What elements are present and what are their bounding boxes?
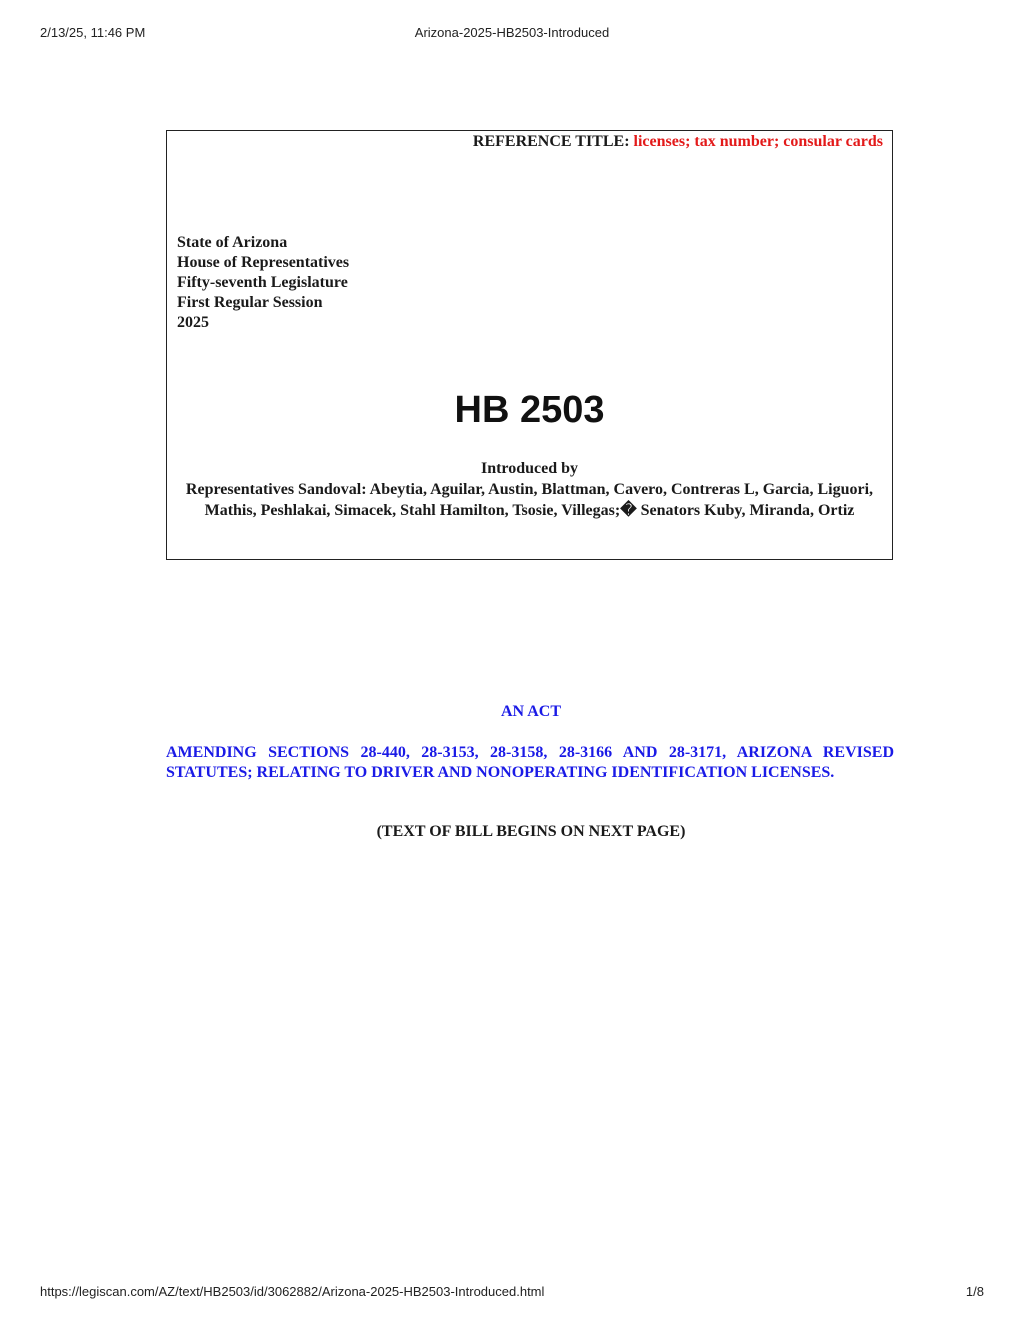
sponsors-list: Representatives Sandoval: Abeytia, Aguilar, Austin, Blattman, Cavero, Contreras L, Garcia, Liguori, Mathis, Peshlakai, Simacek, Stahl Hamilton, Tsosie, Villegas;� Senators Kuby, Miranda, Ortiz <box>185 481 874 519</box>
session-line-year: 2025 <box>177 314 209 331</box>
session-line-state: State of Arizona <box>177 234 288 251</box>
reference-title-value: licenses; tax number; consular cards <box>633 133 883 150</box>
print-header-title: Arizona-2025-HB2503-Introduced <box>414 25 610 40</box>
text-begins-note: (TEXT OF BILL BEGINS ON NEXT PAGE) <box>376 823 686 840</box>
legislative-session-block <box>177 233 349 333</box>
print-header-datetime: 2/13/25, 11:46 PM <box>40 25 146 40</box>
session-line-legislature: Fifty-seventh Legislature <box>177 274 348 291</box>
print-footer-url: https://legiscan.com/AZ/text/HB2503/id/3062882/Arizona-2025-HB2503-Introduced.html <box>40 1284 545 1299</box>
bill-title-box <box>166 130 893 560</box>
act-heading: AN ACT <box>500 703 561 720</box>
bill-number: HB 2503 <box>454 389 605 431</box>
introduced-by-label: Introduced by <box>480 460 579 477</box>
print-footer-page-indicator: 1/8 <box>965 1284 984 1299</box>
reference-title <box>473 133 883 151</box>
act-description: AMENDING SECTIONS 28-440, 28-3153, 28-3158, 28-3166 AND 28-3171, ARIZONA REVISED STATUTES; RELATING TO DRIVER AND NONOPERATING IDENTIFICATION LICENSES. <box>166 744 894 781</box>
session-line-session: First Regular Session <box>177 294 323 311</box>
session-line-chamber: House of Representatives <box>177 254 350 271</box>
reference-title-label: REFERENCE TITLE: <box>472 133 630 150</box>
